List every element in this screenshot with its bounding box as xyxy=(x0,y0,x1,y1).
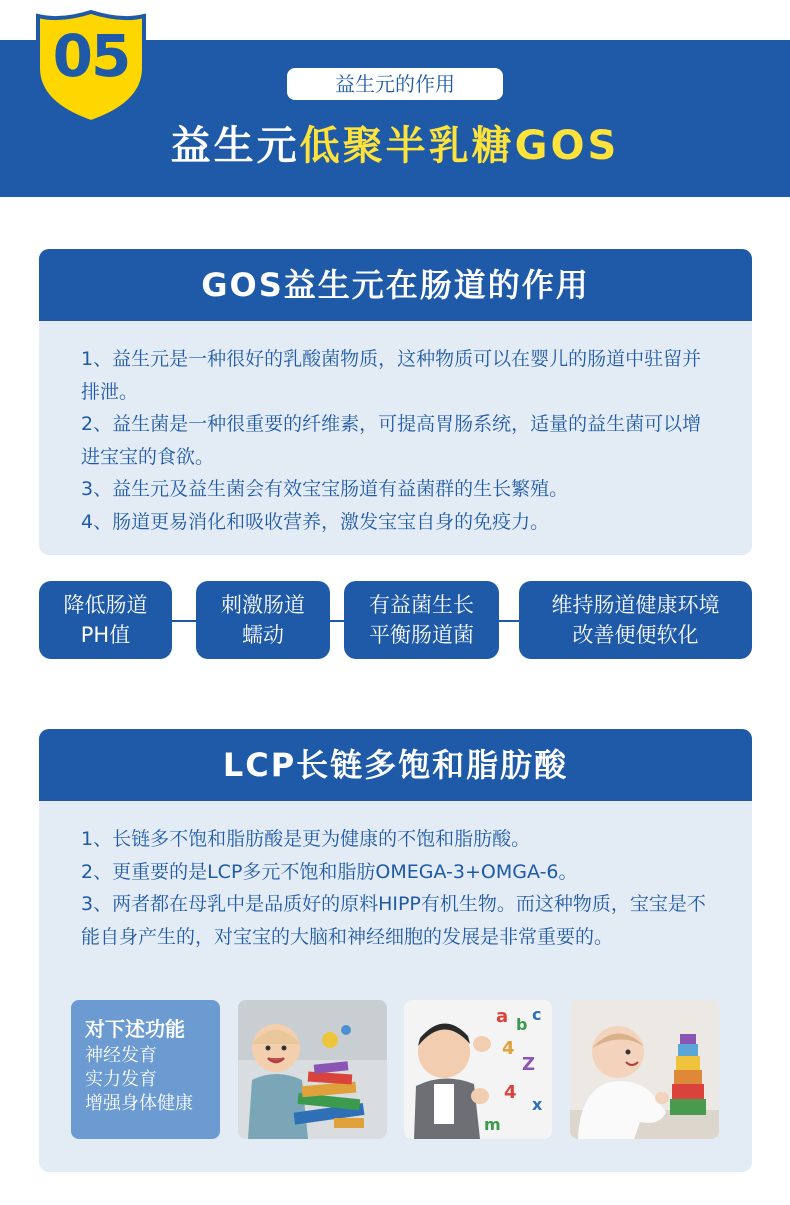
lcp-paragraph-3: 3、两者都在母乳中是品质好的原料HIPP有机生物。而这种物质，宝宝是不能自身产生的，对宝宝的大脑和神经细胞的发展是非常重要的。 xyxy=(81,893,706,948)
feature-row xyxy=(39,581,752,659)
badge-shield xyxy=(32,8,150,124)
svg-text:m: m xyxy=(484,1115,501,1134)
gos-section xyxy=(39,249,752,555)
photo-baby-cups xyxy=(570,1000,719,1139)
lcp-section-heading: LCP长链多饱和脂肪酸 xyxy=(39,729,752,801)
photo-baby-books xyxy=(238,1000,387,1139)
baby-books-image xyxy=(238,1000,387,1139)
page-title xyxy=(0,118,790,174)
feature-pill-line1: 有益菌生长 xyxy=(369,593,474,617)
feature-pill-line1: 维持肠道健康环境 xyxy=(551,593,720,617)
feature-pill-line2: 平衡肠道菌 xyxy=(369,623,474,647)
feature-pill-ph xyxy=(39,581,172,659)
badge-number: 05 xyxy=(52,22,130,90)
svg-text:c: c xyxy=(532,1005,542,1024)
title-white-part: 益生元 xyxy=(170,123,300,169)
feature-pill-line2: 改善便便软化 xyxy=(572,623,699,647)
feature-pill-line2: 蠕动 xyxy=(242,623,284,647)
gos-paragraph-4: 4、肠道更易消化和吸收营养，激发宝宝自身的免疫力。 xyxy=(81,510,550,533)
gos-section-body xyxy=(39,321,752,538)
svg-text:b: b xyxy=(516,1015,528,1034)
lcp-section xyxy=(39,729,752,1172)
lcp-section-body xyxy=(39,801,752,953)
feature-pill-line2: PH值 xyxy=(80,623,131,647)
function-item: 神经发育 xyxy=(85,1045,157,1066)
svg-text:4: 4 xyxy=(504,1082,517,1103)
function-item: 增强身体健康 xyxy=(85,1093,193,1114)
photo-baby-letters xyxy=(404,1000,552,1139)
feature-pill-gut-health xyxy=(519,581,752,659)
feature-pill-line1: 刺激肠道 xyxy=(221,593,305,617)
gos-section-heading: GOS益生元在肠道的作用 xyxy=(39,249,752,321)
title-yellow-part: 低聚半乳糖GOS xyxy=(299,123,620,169)
lcp-paragraph-1: 1、长链多不饱和脂肪酸是更为健康的不饱和脂肪酸。 xyxy=(81,828,531,850)
baby-cups-image xyxy=(570,1000,719,1139)
lcp-paragraph-2: 2、更重要的是LCP多元不饱和脂肪OMEGA-3+OMGA-6。 xyxy=(81,860,578,883)
feature-pill-bacteria xyxy=(344,581,499,659)
gos-paragraph-2: 2、益生菌是一种很重要的纤维素，可提高胃肠系统，适量的益生菌可以增进宝宝的食欲。 xyxy=(81,413,702,468)
svg-text:x: x xyxy=(532,1095,543,1114)
feature-pill-peristalsis xyxy=(196,581,330,659)
function-item: 实力发育 xyxy=(85,1069,157,1090)
svg-text:a: a xyxy=(496,1006,509,1027)
function-card xyxy=(71,1000,220,1139)
baby-letters-image xyxy=(404,1000,552,1139)
svg-text:4: 4 xyxy=(502,1038,515,1059)
subtitle-pill: 益生元的作用 xyxy=(287,68,503,100)
gos-paragraph-1: 1、益生元是一种很好的乳酸菌物质，这种物质可以在婴儿的肠道中驻留并排泄。 xyxy=(81,348,702,403)
feature-pill-line1: 降低肠道 xyxy=(63,593,148,617)
svg-text:Z: Z xyxy=(522,1054,536,1075)
function-card-title: 对下述功能 xyxy=(85,1017,185,1041)
gos-paragraph-3: 3、益生元及益生菌会有效宝宝肠道有益菌群的生长繁殖。 xyxy=(81,478,569,500)
